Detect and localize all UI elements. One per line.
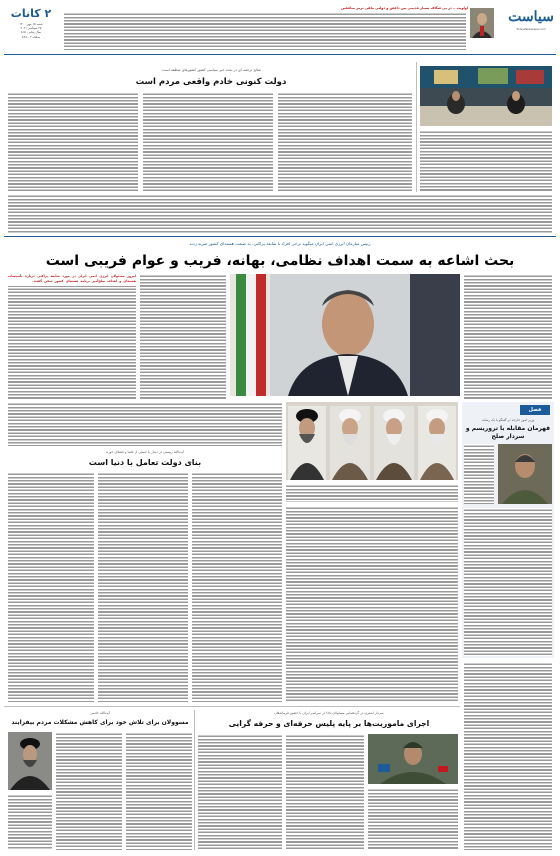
side-box-kicker: وزیر امور خارجه در گفتگو با یک رسانه	[481, 418, 535, 422]
edition-info: شنبه ۱۵ مهر ۱۴۰۰ ۲۸ سپتامبر ۲۰۲۱ سال پنجم - ۸۱۵ صفحه ۲ - ۸۹۸	[19, 22, 43, 39]
main-portrait-svg	[230, 274, 460, 396]
masthead-logo-block	[508, 6, 554, 44]
divider-a1-right	[416, 62, 417, 192]
newspaper-logo-sub: TodaysNewspaper.com	[516, 28, 546, 31]
main-headline: بحث اشاعه به سمت اهداف نظامی، بهانه، فریب و عوام فریبی است	[45, 253, 515, 269]
clerics-caption-text	[286, 484, 458, 502]
police-photo	[368, 734, 458, 784]
edition-box	[6, 6, 56, 46]
side-box-text-a	[464, 444, 494, 504]
edition-title: ۲ کانات	[10, 7, 52, 20]
police-photo-svg	[368, 734, 458, 784]
main-col-left	[8, 274, 136, 400]
meeting-photo	[420, 66, 552, 126]
portrait-svg	[470, 8, 494, 38]
side-box-headline: قهرمان مقابله با تروریسم و سردار صلح	[465, 425, 551, 440]
article1-col3	[278, 92, 412, 192]
divider-lower	[4, 706, 460, 707]
friday-kicker: آیت‌الله خاتمی	[89, 711, 111, 715]
top-kicker: اولویت ــ در پی شکاف بسیار قدیمی بین داعش و دولتی ماهی ترمز منافقین	[341, 6, 468, 10]
friday-headline: مسوولان برای تلاش خود برای کاهش مشکلات مردم بیفزایند	[11, 719, 189, 726]
friday-col0	[8, 794, 52, 850]
friday-col2	[126, 732, 192, 850]
article1-headline: دولت کنونی خادم واقعی مردم است	[135, 77, 287, 87]
govt-kicker: آیت‌الله رییسی در دیدار با جمعی از علما و فضلای حوزه	[106, 450, 184, 454]
article1-kicker: صالح ترجمه ای در بحث خبر سیاسی کشور کشورهای منطقه است.	[161, 68, 261, 72]
main-portrait-photo	[230, 274, 460, 396]
friday-photo	[8, 732, 52, 790]
main-kicker: رییس سازمان انرژی اتمی ایران میگوید برخی افراد با شایعه پراکنی، به صنعت هسته‌ای کشور ضربه زدند	[189, 241, 371, 246]
left-top-text-lower	[8, 194, 552, 234]
friday-photo-svg	[8, 732, 52, 790]
clerics-photo	[286, 402, 458, 480]
govt-col1	[8, 472, 94, 702]
police-col3	[368, 788, 458, 850]
meeting-svg	[420, 66, 552, 126]
police-kicker: سردار اشتری در گردهمایی مسئولان ناجا در سراسر ایران با حضور فرماندهان	[274, 711, 384, 715]
main-col-right	[464, 274, 552, 400]
clerics-svg	[286, 402, 458, 480]
side-box-label: فصل	[520, 405, 550, 415]
friday-col1	[56, 732, 122, 850]
divider-main-top	[4, 236, 556, 237]
police-col2	[286, 734, 364, 850]
police-headline: اجرای ماموریت‌ها بر پایه پلیس حرفه‌ای و حرفه گرایی	[228, 719, 430, 728]
right-lower-text	[464, 662, 552, 850]
govt-col2	[98, 472, 188, 702]
masthead-portrait-photo	[470, 8, 494, 38]
mid-left-text	[8, 402, 282, 446]
side-box-text-b	[464, 508, 552, 656]
govt-col3	[192, 472, 282, 702]
side-box-photo	[498, 444, 552, 504]
article1-col2	[143, 92, 273, 192]
govt-headline: بنای دولت تعامل با دنیا است	[88, 458, 202, 467]
article1-col1	[8, 92, 138, 192]
side-box-photo-svg	[498, 444, 552, 504]
main-col-mid	[140, 274, 226, 400]
top-story-text	[64, 12, 466, 50]
police-col1	[198, 734, 282, 850]
masthead-divider	[4, 54, 556, 55]
mid-center-text	[286, 506, 458, 702]
right-top-text-upper	[420, 130, 552, 192]
main-lead-text: امروز مسئولان انرژی اتمی ایران در مورد شایعه پراکنی درباره تأسیسات هسته‌ای و اهداف صلح‌آمیز برنامه هسته‌ای کشور سخن گفتند.	[8, 274, 136, 286]
newspaper-logo: سیاست	[508, 9, 554, 25]
divider-friday	[194, 710, 195, 850]
